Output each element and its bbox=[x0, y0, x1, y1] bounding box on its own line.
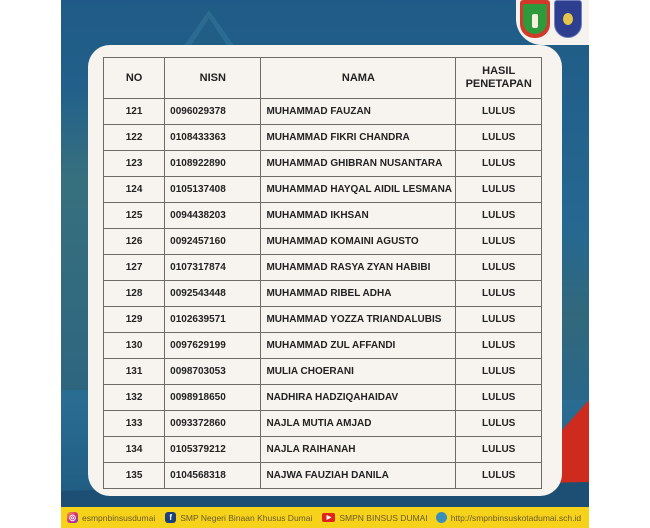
table-row bbox=[104, 463, 542, 489]
cell-nisn: 0105137408 bbox=[165, 177, 261, 203]
school-emblem-logo bbox=[554, 0, 582, 38]
cell-nama: MUHAMMAD YOZZA TRIANDALUBIS bbox=[261, 307, 456, 333]
facebook-page: SMP Negeri Binaan Khusus Dumai bbox=[180, 512, 313, 523]
instagram-handle: esmpnbinsusdumai bbox=[82, 512, 156, 523]
cell-nama: NAJWA FAUZIAH DANILA bbox=[261, 463, 456, 489]
instagram-icon: ◎ bbox=[67, 512, 78, 523]
city-emblem-logo bbox=[520, 0, 550, 38]
table-row bbox=[104, 281, 542, 307]
cell-nisn: 0092457160 bbox=[165, 229, 261, 255]
header-hasil-line1: HASIL bbox=[482, 65, 516, 77]
cell-nisn: 0096029378 bbox=[165, 99, 261, 125]
cell-no: 125 bbox=[104, 203, 165, 229]
cell-nama: MUHAMMAD GHIBRAN NUSANTARA bbox=[261, 151, 456, 177]
website-url: http://smpnbinsuskotadumai.sch.id bbox=[450, 512, 582, 523]
cell-no: 130 bbox=[104, 333, 165, 359]
cell-no: 123 bbox=[104, 151, 165, 177]
cell-nisn: 0097629199 bbox=[165, 333, 261, 359]
youtube-icon: ▶ bbox=[322, 513, 335, 522]
cell-nama: MUHAMMAD RASYA ZYAN HABIBI bbox=[261, 255, 456, 281]
cell-nisn: 0108433363 bbox=[165, 125, 261, 151]
table-header-row bbox=[104, 58, 542, 99]
cell-nama: MUHAMMAD RIBEL ADHA bbox=[261, 281, 456, 307]
table-row bbox=[104, 385, 542, 411]
footer-instagram[interactable] bbox=[67, 512, 155, 523]
cell-no: 121 bbox=[104, 99, 165, 125]
cell-hasil: LULUS bbox=[456, 411, 542, 437]
table-row bbox=[104, 411, 542, 437]
cell-no: 134 bbox=[104, 437, 165, 463]
cell-hasil: LULUS bbox=[456, 385, 542, 411]
cell-hasil: LULUS bbox=[456, 125, 542, 151]
table-row bbox=[104, 151, 542, 177]
cell-hasil: LULUS bbox=[456, 437, 542, 463]
header-hasil-line2: PENETAPAN bbox=[465, 78, 532, 90]
cell-no: 135 bbox=[104, 463, 165, 489]
cell-no: 124 bbox=[104, 177, 165, 203]
cell-nama: MUHAMMAD HAYQAL AIDIL LESMANA bbox=[261, 177, 456, 203]
table-row bbox=[104, 203, 542, 229]
cell-nisn: 0098918650 bbox=[165, 385, 261, 411]
cell-no: 122 bbox=[104, 125, 165, 151]
table-row bbox=[104, 229, 542, 255]
cell-no: 132 bbox=[104, 385, 165, 411]
cell-hasil: LULUS bbox=[456, 307, 542, 333]
cell-hasil: LULUS bbox=[456, 229, 542, 255]
cell-hasil: LULUS bbox=[456, 463, 542, 489]
footer-facebook[interactable] bbox=[165, 512, 312, 523]
cell-nama: MULIA CHOERANI bbox=[261, 359, 456, 385]
table-row bbox=[104, 437, 542, 463]
cell-no: 131 bbox=[104, 359, 165, 385]
announcement-poster bbox=[61, 0, 589, 528]
cell-nama: NADHIRA HADZIQAHAIDAV bbox=[261, 385, 456, 411]
header-nisn: NISN bbox=[165, 58, 261, 99]
cell-nisn: 0102639571 bbox=[165, 307, 261, 333]
table-row bbox=[104, 99, 542, 125]
cell-hasil: LULUS bbox=[456, 359, 542, 385]
cell-hasil: LULUS bbox=[456, 255, 542, 281]
cell-nisn: 0093372860 bbox=[165, 411, 261, 437]
table-row bbox=[104, 333, 542, 359]
cell-nama: MUHAMMAD ZUL AFFANDI bbox=[261, 333, 456, 359]
cell-no: 133 bbox=[104, 411, 165, 437]
cell-nisn: 0104568318 bbox=[165, 463, 261, 489]
cell-nisn: 0108922890 bbox=[165, 151, 261, 177]
cell-hasil: LULUS bbox=[456, 177, 542, 203]
cell-nisn: 0107317874 bbox=[165, 255, 261, 281]
table-row bbox=[104, 359, 542, 385]
youtube-channel: SMPN BINSUS DUMAI bbox=[339, 512, 428, 523]
cell-nama: NAJLA RAIHANAH bbox=[261, 437, 456, 463]
cell-no: 128 bbox=[104, 281, 165, 307]
table-row bbox=[104, 125, 542, 151]
cell-hasil: LULUS bbox=[456, 333, 542, 359]
cell-nama: NAJLA MUTIA AMJAD bbox=[261, 411, 456, 437]
cell-nama: MUHAMMAD KOMAINI AGUSTO bbox=[261, 229, 456, 255]
cell-nisn: 0105379212 bbox=[165, 437, 261, 463]
cell-nama: MUHAMMAD FIKRI CHANDRA bbox=[261, 125, 456, 151]
cell-nisn: 0094438203 bbox=[165, 203, 261, 229]
header-no: NO bbox=[104, 58, 165, 99]
cell-nisn: 0092543448 bbox=[165, 281, 261, 307]
footer-website[interactable] bbox=[436, 512, 581, 523]
table-row bbox=[104, 255, 542, 281]
results-table bbox=[103, 57, 542, 489]
header-nama: NAMA bbox=[261, 58, 456, 99]
tree-background-right bbox=[561, 230, 589, 400]
cell-no: 127 bbox=[104, 255, 165, 281]
cell-hasil: LULUS bbox=[456, 203, 542, 229]
cell-nama: MUHAMMAD IKHSAN bbox=[261, 203, 456, 229]
footer-youtube[interactable] bbox=[322, 513, 427, 523]
cell-no: 129 bbox=[104, 307, 165, 333]
cell-hasil: LULUS bbox=[456, 151, 542, 177]
cell-hasil: LULUS bbox=[456, 99, 542, 125]
table-row bbox=[104, 307, 542, 333]
cell-no: 126 bbox=[104, 229, 165, 255]
header-hasil-penetapan bbox=[456, 58, 542, 99]
cell-nisn: 0098703053 bbox=[165, 359, 261, 385]
facebook-icon: f bbox=[165, 512, 176, 523]
social-footer bbox=[61, 507, 589, 528]
cell-nama: MUHAMMAD FAUZAN bbox=[261, 99, 456, 125]
table-row bbox=[104, 177, 542, 203]
globe-icon bbox=[436, 512, 447, 523]
cell-hasil: LULUS bbox=[456, 281, 542, 307]
